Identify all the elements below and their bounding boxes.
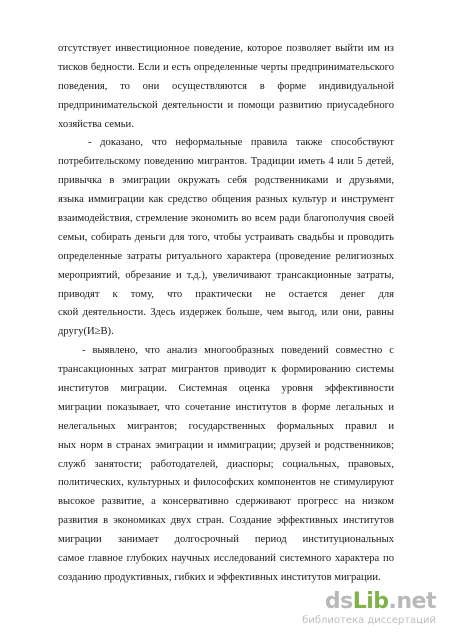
text-line: трансакционных затрат мигрантов приводит к формированию системы [58,364,394,376]
text-line: другу(И≥В). [58,326,114,338]
document-body [58,40,394,588]
text-line: развития в экономиках двух стран. Создание эффективных институтов [58,515,394,527]
text-line: поведения, то они осуществляются в форме индивидуальной [58,80,394,92]
text-line: миграции показывает, что сочетание институтов в форме легальных и [58,401,394,413]
text-line: мероприятий, обрезание и т.д.), увеличивают трансакционные затраты, [58,269,394,281]
text-line: ской деятельности. Здесь издержек больше, чем выгод, или они, равны [58,307,394,319]
text-line: миграции занимает долгосрочный период институциональных [58,534,394,546]
text-line: служб занятости; работодателей, диаспоры; социальных, правовых, [58,458,394,470]
dslib-logo: dsLib.net [324,589,436,614]
text-line: политических, культурных и философских компонентов не стимулируют [58,477,394,489]
text-line: тисков бедности. Если и есть определенные черты предпринимательского [58,61,394,73]
text-line: - выявлено, что анализ многообразных поведений совместно с [82,345,394,357]
text-line: потребительскому поведению мигрантов. Традиции иметь 4 или 5 детей, [58,156,394,168]
text-line: институтов миграции. Системная оценка уровня эффективности [58,383,394,395]
text-line: отсутствует инвестиционное поведение, которое позволяет выйти им из [58,43,394,54]
text-line: ных норм в странах эмиграции и иммиграции; друзей и родственников; [58,439,394,451]
text-line: привычка в эмиграции окружать себя родственниками и друзьями, [58,175,394,187]
text-line: языка иммиграции как средство общения разных культур и инструмент [58,194,394,206]
text-line: определенные затраты ритуального характера (проведение религиозных [58,250,394,262]
text-line: приводят к тому, что практически не остается денег для [58,288,394,300]
text-line: созданию продуктивных, гибких и эффективных институтов миграции. [58,571,381,583]
text-line: предпринимательской деятельности и помощи развитию приусадебного [58,99,394,111]
dslib-watermark [302,589,436,631]
text-line: нелегальных мигрантов; государственных формальных правил и [58,420,394,432]
text-line: семьи, собирать деньги для того, чтобы устраивать свадьбы и проводить [58,231,394,243]
text-line: самое главное глубоких научных исследований системного характера по [58,553,394,565]
text-line: высокое развитие, а консервативно сдерживают прогресс на низком [58,496,394,508]
text-line: хозяйства семьи. [58,118,134,130]
text-line: взаимодействия, стремление экономить во всем ради благополучия своей [58,213,394,225]
text-line: - доказано, что неформальные правила также способствуют [88,137,394,149]
watermark-subtitle: библиотека диссертаций [302,615,436,626]
